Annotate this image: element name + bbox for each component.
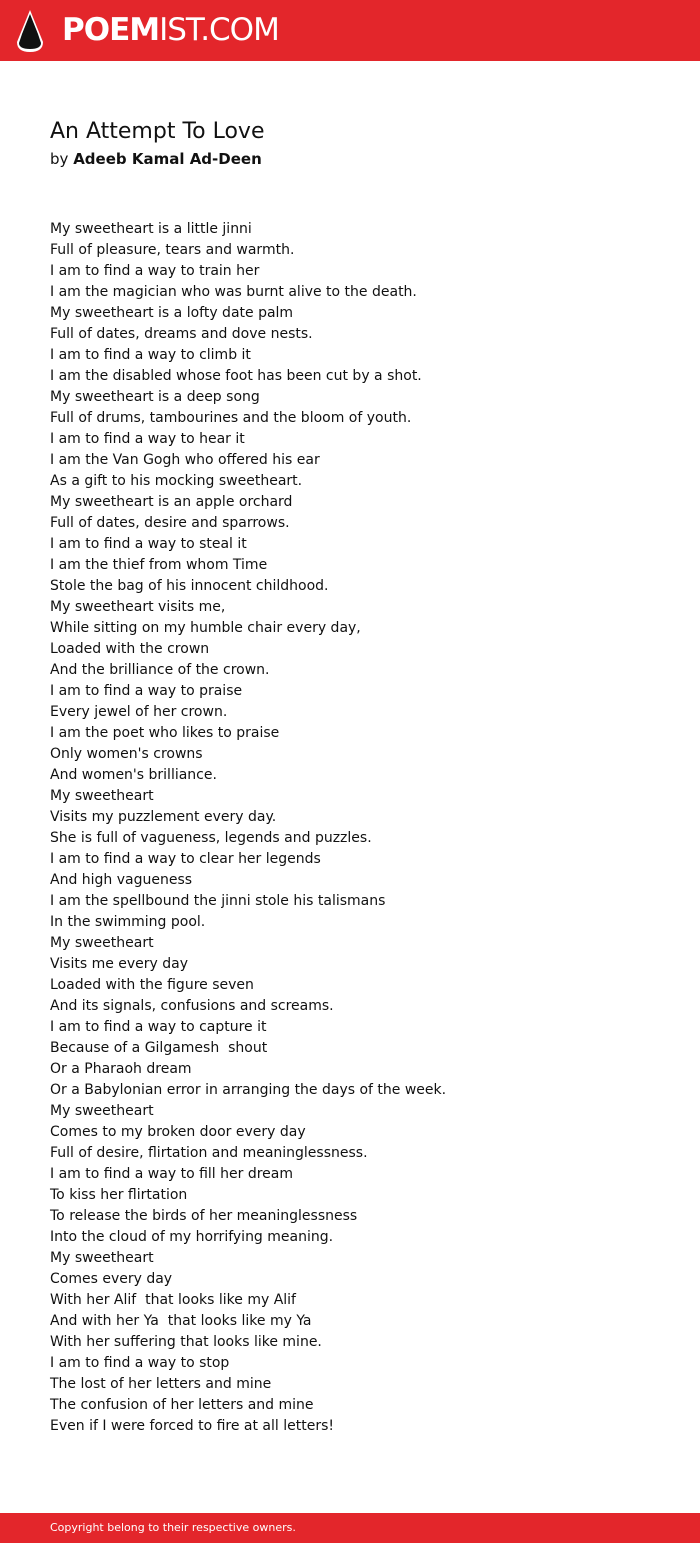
poem-line: I am to find a way to train her (50, 263, 260, 279)
poem-line: My sweetheart is a little jinni (50, 221, 252, 237)
poem-line: My sweetheart visits me, (50, 599, 226, 615)
poem-line: As a gift to his mocking sweetheart. (50, 473, 303, 489)
poem-line: My sweetheart (50, 788, 154, 804)
poem-line: I am to find a way to steal it (50, 536, 247, 552)
logo-text-rest: IST.COM (159, 12, 279, 48)
poem-body (50, 219, 446, 1437)
poem-line: I am to find a way to fill her dream (50, 1166, 293, 1182)
poem-line: While sitting on my humble chair every day, (50, 620, 361, 636)
poem-line: I am to find a way to capture it (50, 1019, 267, 1035)
poem-line: I am the spellbound the jinni stole his talismans (50, 893, 386, 909)
poem-line: Every jewel of her crown. (50, 704, 228, 720)
poem-line: My sweetheart (50, 1103, 154, 1119)
poem-line: And high vagueness (50, 872, 193, 888)
poem-line: Because of a Gilgamesh shout (50, 1040, 268, 1056)
poem-line: I am the disabled whose foot has been cut by a shot. (50, 368, 422, 384)
poem-line: My sweetheart is a lofty date palm (50, 305, 294, 321)
poem-line: And with her Ya that looks like my Ya (50, 1313, 312, 1329)
byline-prefix: by (50, 150, 69, 168)
poem-line: My sweetheart (50, 1250, 154, 1266)
poem-line: Or a Pharaoh dream (50, 1061, 192, 1077)
poem-line: And the brilliance of the crown. (50, 662, 270, 678)
poem-line: I am to find a way to praise (50, 683, 243, 699)
poem-line: And women's brilliance. (50, 767, 217, 783)
poem-line: Full of dates, dreams and dove nests. (50, 326, 313, 342)
poem-line: Into the cloud of my horrifying meaning. (50, 1229, 334, 1245)
logo-text-bold: POEM (62, 12, 160, 48)
poem-line: I am the thief from whom Time (50, 557, 268, 573)
poem-line: I am to find a way to clear her legends (50, 851, 321, 867)
poem-line: Loaded with the crown (50, 641, 210, 657)
poem-line: With her Alif that looks like my Alif (50, 1292, 296, 1308)
pencil-tip-icon[interactable] (17, 10, 43, 52)
byline (50, 148, 262, 170)
copyright-text: Copyright belong to their respective owners. (50, 1521, 296, 1534)
poem-line: Stole the bag of his innocent childhood. (50, 578, 329, 594)
poem-line: Visits my puzzlement every day. (50, 809, 277, 825)
poem-line: The confusion of her letters and mine (50, 1397, 314, 1413)
poem-title: An Attempt To Love (50, 119, 265, 144)
site-header (0, 0, 700, 61)
poem-line: I am to find a way to climb it (50, 347, 251, 363)
poem-line: I am to find a way to stop (50, 1355, 230, 1371)
poem-line: Full of drums, tambourines and the bloom of youth. (50, 410, 412, 426)
poem-line: I am to find a way to hear it (50, 431, 245, 447)
poem-line: My sweetheart (50, 935, 154, 951)
poem-line: My sweetheart is a deep song (50, 389, 260, 405)
site-footer (0, 1513, 700, 1543)
poem-line: Full of desire, flirtation and meaninglessness. (50, 1145, 368, 1161)
poem-line: Even if I were forced to fire at all letters! (50, 1418, 334, 1434)
poem-line: Full of pleasure, tears and warmth. (50, 242, 295, 258)
poem-line: I am the poet who likes to praise (50, 725, 280, 741)
poem-line: And its signals, confusions and screams. (50, 998, 334, 1014)
poem-line: Comes every day (50, 1271, 173, 1287)
poem-line: The lost of her letters and mine (50, 1376, 272, 1392)
author-name[interactable]: Adeeb Kamal Ad-Deen (73, 150, 262, 168)
poem-line: Only women's crowns (50, 746, 203, 762)
poem-line: With her suffering that looks like mine. (50, 1334, 322, 1350)
poem-line: I am the magician who was burnt alive to the death. (50, 284, 417, 300)
poem-line: To release the birds of her meaninglessness (50, 1208, 358, 1224)
poem-line: In the swimming pool. (50, 914, 206, 930)
poem-line: Loaded with the figure seven (50, 977, 254, 993)
site-logo[interactable] (62, 12, 279, 48)
poem-line: Comes to my broken door every day (50, 1124, 306, 1140)
poem-line: To kiss her flirtation (50, 1187, 188, 1203)
poem-line: My sweetheart is an apple orchard (50, 494, 293, 510)
poem-line: Full of dates, desire and sparrows. (50, 515, 290, 531)
poem-line: Visits me every day (50, 956, 189, 972)
poem-line: She is full of vagueness, legends and puzzles. (50, 830, 372, 846)
poem-line: Or a Babylonian error in arranging the days of the week. (50, 1082, 447, 1098)
poem-line: I am the Van Gogh who offered his ear (50, 452, 320, 468)
